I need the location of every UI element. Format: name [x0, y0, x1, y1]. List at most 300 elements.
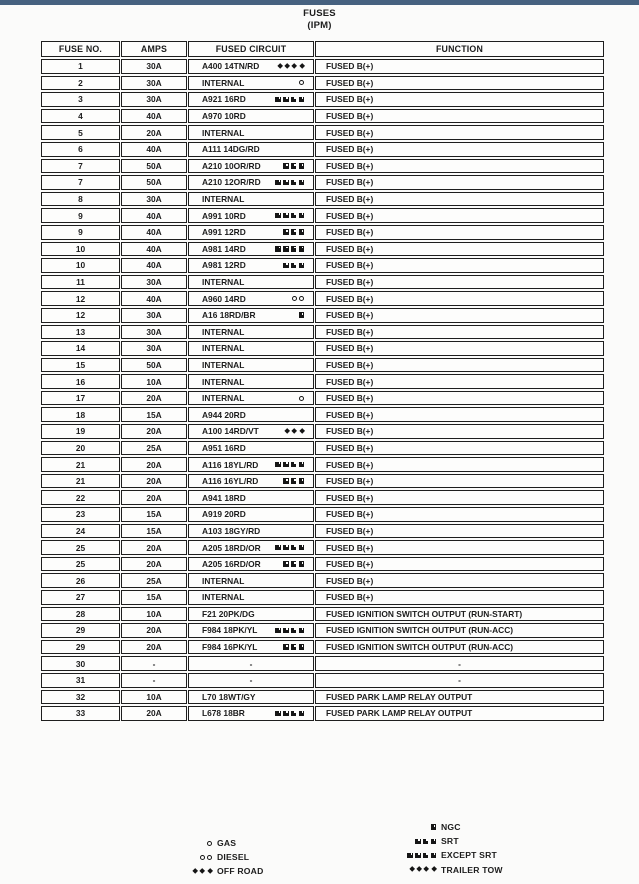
circuit-wrap [189, 160, 313, 173]
fuse-no-cell: 15 [41, 358, 120, 373]
square-icon [283, 561, 289, 567]
amps-cell: 20A [121, 706, 187, 721]
function-cell: FUSED B(+) [315, 540, 604, 555]
square-icon [299, 263, 305, 269]
fuse-no-cell: 5 [41, 125, 120, 140]
function-cell: FUSED B(+) [315, 441, 604, 456]
circuit-cell [188, 706, 314, 721]
circuit-wrap [189, 209, 313, 222]
circuit-wrap [189, 425, 313, 438]
function-cell: FUSED B(+) [315, 391, 604, 406]
function-cell: FUSED B(+) [315, 59, 604, 74]
square-icon [275, 545, 281, 551]
square-icon [283, 246, 289, 252]
circle-icon [207, 855, 212, 860]
square-icon [291, 97, 297, 103]
fuse-no-cell: 10 [41, 258, 120, 273]
circuit-cell [188, 623, 314, 638]
amps-cell: 15A [121, 407, 187, 422]
circuit-name: INTERNAL [202, 343, 245, 354]
circuit-name: A919 20RD [202, 509, 246, 520]
function-cell: FUSED B(+) [315, 573, 604, 588]
function-cell: FUSED B(+) [315, 192, 604, 207]
circle-icon [292, 296, 297, 301]
circuit-cell [188, 391, 314, 406]
circuit-cell [188, 308, 314, 323]
square-icon [299, 163, 305, 169]
square-icon [275, 213, 281, 219]
square-icon [275, 462, 281, 468]
table-row [41, 507, 604, 522]
function-cell: FUSED B(+) [315, 424, 604, 439]
circuit-wrap [189, 93, 313, 106]
column-header-fuse-no: FUSE NO. [41, 41, 120, 57]
amps-cell: 10A [121, 374, 187, 389]
function-cell: FUSED B(+) [315, 208, 604, 223]
table-row [41, 590, 604, 605]
fuse-no-cell: 14 [41, 341, 120, 356]
function-cell: FUSED IGNITION SWITCH OUTPUT (RUN-ACC) [315, 640, 604, 655]
function-cell: FUSED IGNITION SWITCH OUTPUT (RUN-ACC) [315, 623, 604, 638]
fuse-no-cell: 7 [41, 159, 120, 174]
circuit-markers [275, 64, 304, 68]
function-cell: FUSED B(+) [315, 291, 604, 306]
circuit-wrap [189, 60, 313, 73]
circuit-name: L678 18BR [202, 708, 245, 719]
circuit-wrap [189, 591, 313, 604]
table-row [41, 242, 604, 257]
function-cell: - [315, 673, 604, 688]
circuit-wrap [189, 442, 313, 455]
fuse-no-cell: 19 [41, 424, 120, 439]
amps-cell: 20A [121, 557, 187, 572]
circuit-name: INTERNAL [202, 359, 245, 370]
circuit-cell [188, 258, 314, 273]
square-icon [299, 644, 305, 650]
circuit-name: A921 16RD [202, 94, 246, 105]
amps-cell: 20A [121, 474, 187, 489]
square-icon [299, 180, 305, 186]
function-cell: FUSED B(+) [315, 109, 604, 124]
circuit-wrap [189, 143, 313, 156]
circuit-markers [297, 396, 304, 401]
square-icon [283, 180, 289, 186]
fuse-no-cell: 32 [41, 690, 120, 705]
fuse-no-cell: 27 [41, 590, 120, 605]
circuit-name: A16 18RD/BR [202, 310, 256, 321]
function-cell: FUSED B(+) [315, 407, 604, 422]
circuit-wrap [189, 674, 313, 687]
circuit-cell [188, 175, 314, 190]
fuse-no-cell: 12 [41, 291, 120, 306]
diamond-icon [277, 63, 283, 69]
function-cell: FUSED B(+) [315, 225, 604, 240]
amps-cell: 30A [121, 308, 187, 323]
circuit-cell [188, 192, 314, 207]
table-row [41, 159, 604, 174]
table-row [41, 125, 604, 140]
circuit-wrap [189, 525, 313, 538]
square-icon [407, 853, 413, 859]
square-icon [299, 545, 305, 551]
square-icon [291, 545, 297, 551]
fuse-no-cell: 33 [41, 706, 120, 721]
circuit-cell [188, 441, 314, 456]
circuit-cell [188, 640, 314, 655]
diamond-icon [292, 428, 298, 434]
fuse-no-cell: 7 [41, 175, 120, 190]
circuit-cell [188, 208, 314, 223]
legend-item-ngc [372, 820, 503, 834]
circuit-wrap [189, 193, 313, 206]
legend-label: SRT [441, 836, 459, 847]
circuit-cell [188, 656, 314, 671]
amps-cell: - [121, 656, 187, 671]
square-icon [283, 213, 289, 219]
circuit-cell [188, 358, 314, 373]
circuit-markers [273, 462, 304, 468]
amps-cell: 25A [121, 573, 187, 588]
circuit-name: A116 18YL/RD [202, 459, 259, 470]
function-cell: FUSED B(+) [315, 159, 604, 174]
square-icon [431, 853, 437, 859]
fuse-no-cell: 31 [41, 673, 120, 688]
circuit-name: A205 16RD/OR [202, 559, 261, 570]
square-icon [291, 213, 297, 219]
circuit-wrap [189, 243, 313, 256]
amps-cell: 40A [121, 225, 187, 240]
amps-cell: 10A [121, 690, 187, 705]
fuse-no-cell: 16 [41, 374, 120, 389]
circuit-name: A991 10RD [202, 210, 246, 221]
fuse-no-cell: 11 [41, 275, 120, 290]
table-row [41, 325, 604, 340]
amps-cell: 15A [121, 507, 187, 522]
fuse-no-cell: 9 [41, 225, 120, 240]
circuit-wrap [189, 657, 313, 670]
amps-cell: 50A [121, 175, 187, 190]
fuse-no-cell: 9 [41, 208, 120, 223]
circuit-name: A991 12RD [202, 227, 246, 238]
fuse-table [40, 39, 605, 723]
amps-cell: 40A [121, 291, 187, 306]
fuse-no-cell: 13 [41, 325, 120, 340]
legend-right-column [372, 820, 503, 877]
square-icon [283, 628, 289, 634]
column-header-amps: AMPS [121, 41, 187, 57]
square-icon [283, 711, 289, 717]
fuse-no-cell: 20 [41, 441, 120, 456]
square-icon [291, 246, 297, 252]
circuit-cell [188, 457, 314, 472]
legend-item-gas [148, 836, 263, 850]
table-row [41, 656, 604, 671]
fuse-no-cell: 29 [41, 623, 120, 638]
circuit-name: L70 18WT/GY [202, 691, 256, 702]
table-row [41, 623, 604, 638]
amps-cell: 20A [121, 391, 187, 406]
circuit-wrap [189, 326, 313, 339]
square-icon [291, 462, 297, 468]
circuit-cell [188, 242, 314, 257]
table-row [41, 192, 604, 207]
square-icon [299, 561, 305, 567]
square-icon [283, 545, 289, 551]
amps-cell: 30A [121, 76, 187, 91]
square-icon [291, 229, 297, 235]
table-row [41, 557, 604, 572]
function-cell: FUSED B(+) [315, 308, 604, 323]
circuit-cell [188, 159, 314, 174]
diamond-icon [416, 867, 422, 873]
circuit-wrap [189, 608, 313, 621]
amps-cell: 20A [121, 640, 187, 655]
function-cell: FUSED IGNITION SWITCH OUTPUT (RUN-START) [315, 607, 604, 622]
circuit-name: A981 14RD [202, 243, 246, 254]
amps-cell: 20A [121, 457, 187, 472]
square-icon [291, 180, 297, 186]
circuit-cell [188, 524, 314, 539]
function-cell: FUSED B(+) [315, 258, 604, 273]
circle-icon [299, 396, 304, 401]
diamond-icon [299, 63, 305, 69]
diamond-icon [431, 867, 437, 873]
circle-icon [200, 855, 205, 860]
circuit-wrap [189, 359, 313, 372]
function-cell: FUSED B(+) [315, 142, 604, 157]
circuit-name: INTERNAL [202, 326, 245, 337]
circuit-wrap [189, 110, 313, 123]
square-icon [291, 711, 297, 717]
fuse-no-cell: 30 [41, 656, 120, 671]
circuit-cell [188, 225, 314, 240]
header-row [41, 41, 604, 57]
circuit-cell [188, 59, 314, 74]
legend-markers [148, 869, 212, 873]
circuit-name: A205 18RD/OR [202, 542, 261, 553]
amps-cell: 30A [121, 92, 187, 107]
circuit-cell [188, 374, 314, 389]
amps-cell: 40A [121, 242, 187, 257]
fuse-no-cell: 25 [41, 540, 120, 555]
table-row [41, 291, 604, 306]
amps-cell: 30A [121, 275, 187, 290]
amps-cell: 20A [121, 424, 187, 439]
circuit-cell [188, 325, 314, 340]
amps-cell: 30A [121, 325, 187, 340]
circuit-markers [290, 296, 304, 301]
circuit-wrap [189, 342, 313, 355]
fuse-no-cell: 26 [41, 573, 120, 588]
circuit-name: A100 14RD/VT [202, 426, 259, 437]
square-icon [299, 229, 305, 235]
legend-item-off-road [148, 864, 263, 878]
circuit-cell [188, 125, 314, 140]
doc-subtitle: (IPM) [307, 20, 332, 32]
square-icon [275, 628, 281, 634]
table-row [41, 640, 604, 655]
legend-label: GAS [217, 838, 237, 849]
fuse-no-cell: 29 [41, 640, 120, 655]
table-row [41, 490, 604, 505]
circuit-wrap [189, 541, 313, 554]
circuit-markers [281, 644, 304, 650]
table-row [41, 607, 604, 622]
square-icon [283, 478, 289, 484]
square-icon [275, 180, 281, 186]
table-row [41, 441, 604, 456]
circuit-cell [188, 92, 314, 107]
circuit-name: A111 14DG/RD [202, 144, 260, 155]
table-row [41, 424, 604, 439]
square-icon [299, 711, 305, 717]
circuit-wrap [189, 458, 313, 471]
table-row [41, 407, 604, 422]
circuit-markers [297, 80, 304, 85]
circuit-markers [273, 246, 304, 252]
legend-markers [372, 839, 436, 845]
circuit-cell [188, 673, 314, 688]
square-icon [283, 163, 289, 169]
amps-cell: 40A [121, 109, 187, 124]
circuit-name: INTERNAL [202, 194, 245, 205]
table-row [41, 673, 604, 688]
square-icon [299, 246, 305, 252]
amps-cell: 25A [121, 441, 187, 456]
square-icon [299, 312, 305, 318]
legend-markers [148, 855, 212, 860]
circle-icon [299, 80, 304, 85]
circuit-name: INTERNAL [202, 393, 245, 404]
table-row [41, 706, 604, 721]
circuit-cell [188, 142, 314, 157]
circuit-wrap [189, 276, 313, 289]
circuit-cell [188, 690, 314, 705]
function-cell: FUSED B(+) [315, 490, 604, 505]
circuit-name: A951 16RD [202, 442, 246, 453]
fuse-no-cell: 24 [41, 524, 120, 539]
legend-label: EXCEPT SRT [441, 850, 497, 861]
circuit-cell [188, 341, 314, 356]
amps-cell: 30A [121, 59, 187, 74]
amps-cell: 20A [121, 623, 187, 638]
amps-cell: 40A [121, 142, 187, 157]
square-icon [291, 628, 297, 634]
circuit-markers [273, 180, 304, 186]
top-accent-bar [0, 0, 639, 5]
circuit-markers [273, 628, 304, 634]
legend-item-trailer-tow [372, 863, 503, 877]
function-cell: FUSED B(+) [315, 76, 604, 91]
circuit-name: A116 16YL/RD [202, 476, 259, 487]
square-icon [415, 853, 421, 859]
circuit-name: A941 18RD [202, 492, 246, 503]
table-row [41, 208, 604, 223]
square-icon [299, 478, 305, 484]
table-row [41, 573, 604, 588]
diamond-icon [200, 868, 206, 874]
circuit-cell [188, 291, 314, 306]
square-icon [291, 644, 297, 650]
amps-cell: 15A [121, 590, 187, 605]
diamond-icon [424, 867, 430, 873]
circuit-wrap [189, 392, 313, 405]
fuse-no-cell: 3 [41, 92, 120, 107]
circuit-name: INTERNAL [202, 592, 245, 603]
amps-cell: 40A [121, 258, 187, 273]
table-row [41, 275, 604, 290]
legend-markers [372, 853, 436, 859]
amps-cell: 50A [121, 159, 187, 174]
square-icon [299, 462, 305, 468]
circuit-markers [273, 711, 304, 717]
circuit-name: A981 12RD [202, 260, 246, 271]
circuit-markers [296, 312, 304, 318]
square-icon [283, 462, 289, 468]
square-icon [423, 839, 429, 845]
amps-cell: 30A [121, 192, 187, 207]
square-icon [291, 478, 297, 484]
circuit-markers [281, 478, 304, 484]
table-row [41, 358, 604, 373]
amps-cell: 40A [121, 208, 187, 223]
table-row [41, 391, 604, 406]
circuit-markers [281, 561, 304, 567]
circuit-cell [188, 590, 314, 605]
circuit-wrap [189, 475, 313, 488]
circuit-name: A400 14TN/RD [202, 61, 260, 72]
amps-cell: 15A [121, 524, 187, 539]
function-cell: FUSED B(+) [315, 125, 604, 140]
diamond-icon [207, 868, 213, 874]
circuit-name: A970 10RD [202, 111, 246, 122]
amps-cell: 30A [121, 341, 187, 356]
legend-label: TRAILER TOW [441, 864, 503, 875]
circle-icon [207, 841, 212, 846]
fuse-no-cell: 10 [41, 242, 120, 257]
fuse-no-cell: 4 [41, 109, 120, 124]
circuit-markers [281, 263, 304, 269]
circuit-cell [188, 474, 314, 489]
function-cell: FUSED B(+) [315, 175, 604, 190]
square-icon [291, 263, 297, 269]
fuse-no-cell: 21 [41, 474, 120, 489]
function-cell: FUSED B(+) [315, 374, 604, 389]
circuit-cell [188, 109, 314, 124]
circuit-name: F21 20PK/DG [202, 608, 255, 619]
square-icon [275, 246, 281, 252]
circuit-name: INTERNAL [202, 376, 245, 387]
circuit-cell [188, 607, 314, 622]
circuit-name: INTERNAL [202, 575, 245, 586]
circuit-wrap [189, 375, 313, 388]
legend-item-except-srt [372, 848, 503, 862]
diamond-icon [284, 428, 290, 434]
legend-label: DIESEL [217, 852, 250, 863]
circuit-cell [188, 540, 314, 555]
circuit-wrap [189, 707, 313, 720]
circuit-wrap [189, 226, 313, 239]
circuit-name: A960 14RD [202, 293, 246, 304]
fuse-no-cell: 6 [41, 142, 120, 157]
legend-markers [372, 867, 436, 871]
circuit-cell [188, 76, 314, 91]
function-cell: FUSED B(+) [315, 590, 604, 605]
square-icon [299, 628, 305, 634]
table-row [41, 142, 604, 157]
circuit-wrap [189, 691, 313, 704]
circuit-name: INTERNAL [202, 127, 245, 138]
